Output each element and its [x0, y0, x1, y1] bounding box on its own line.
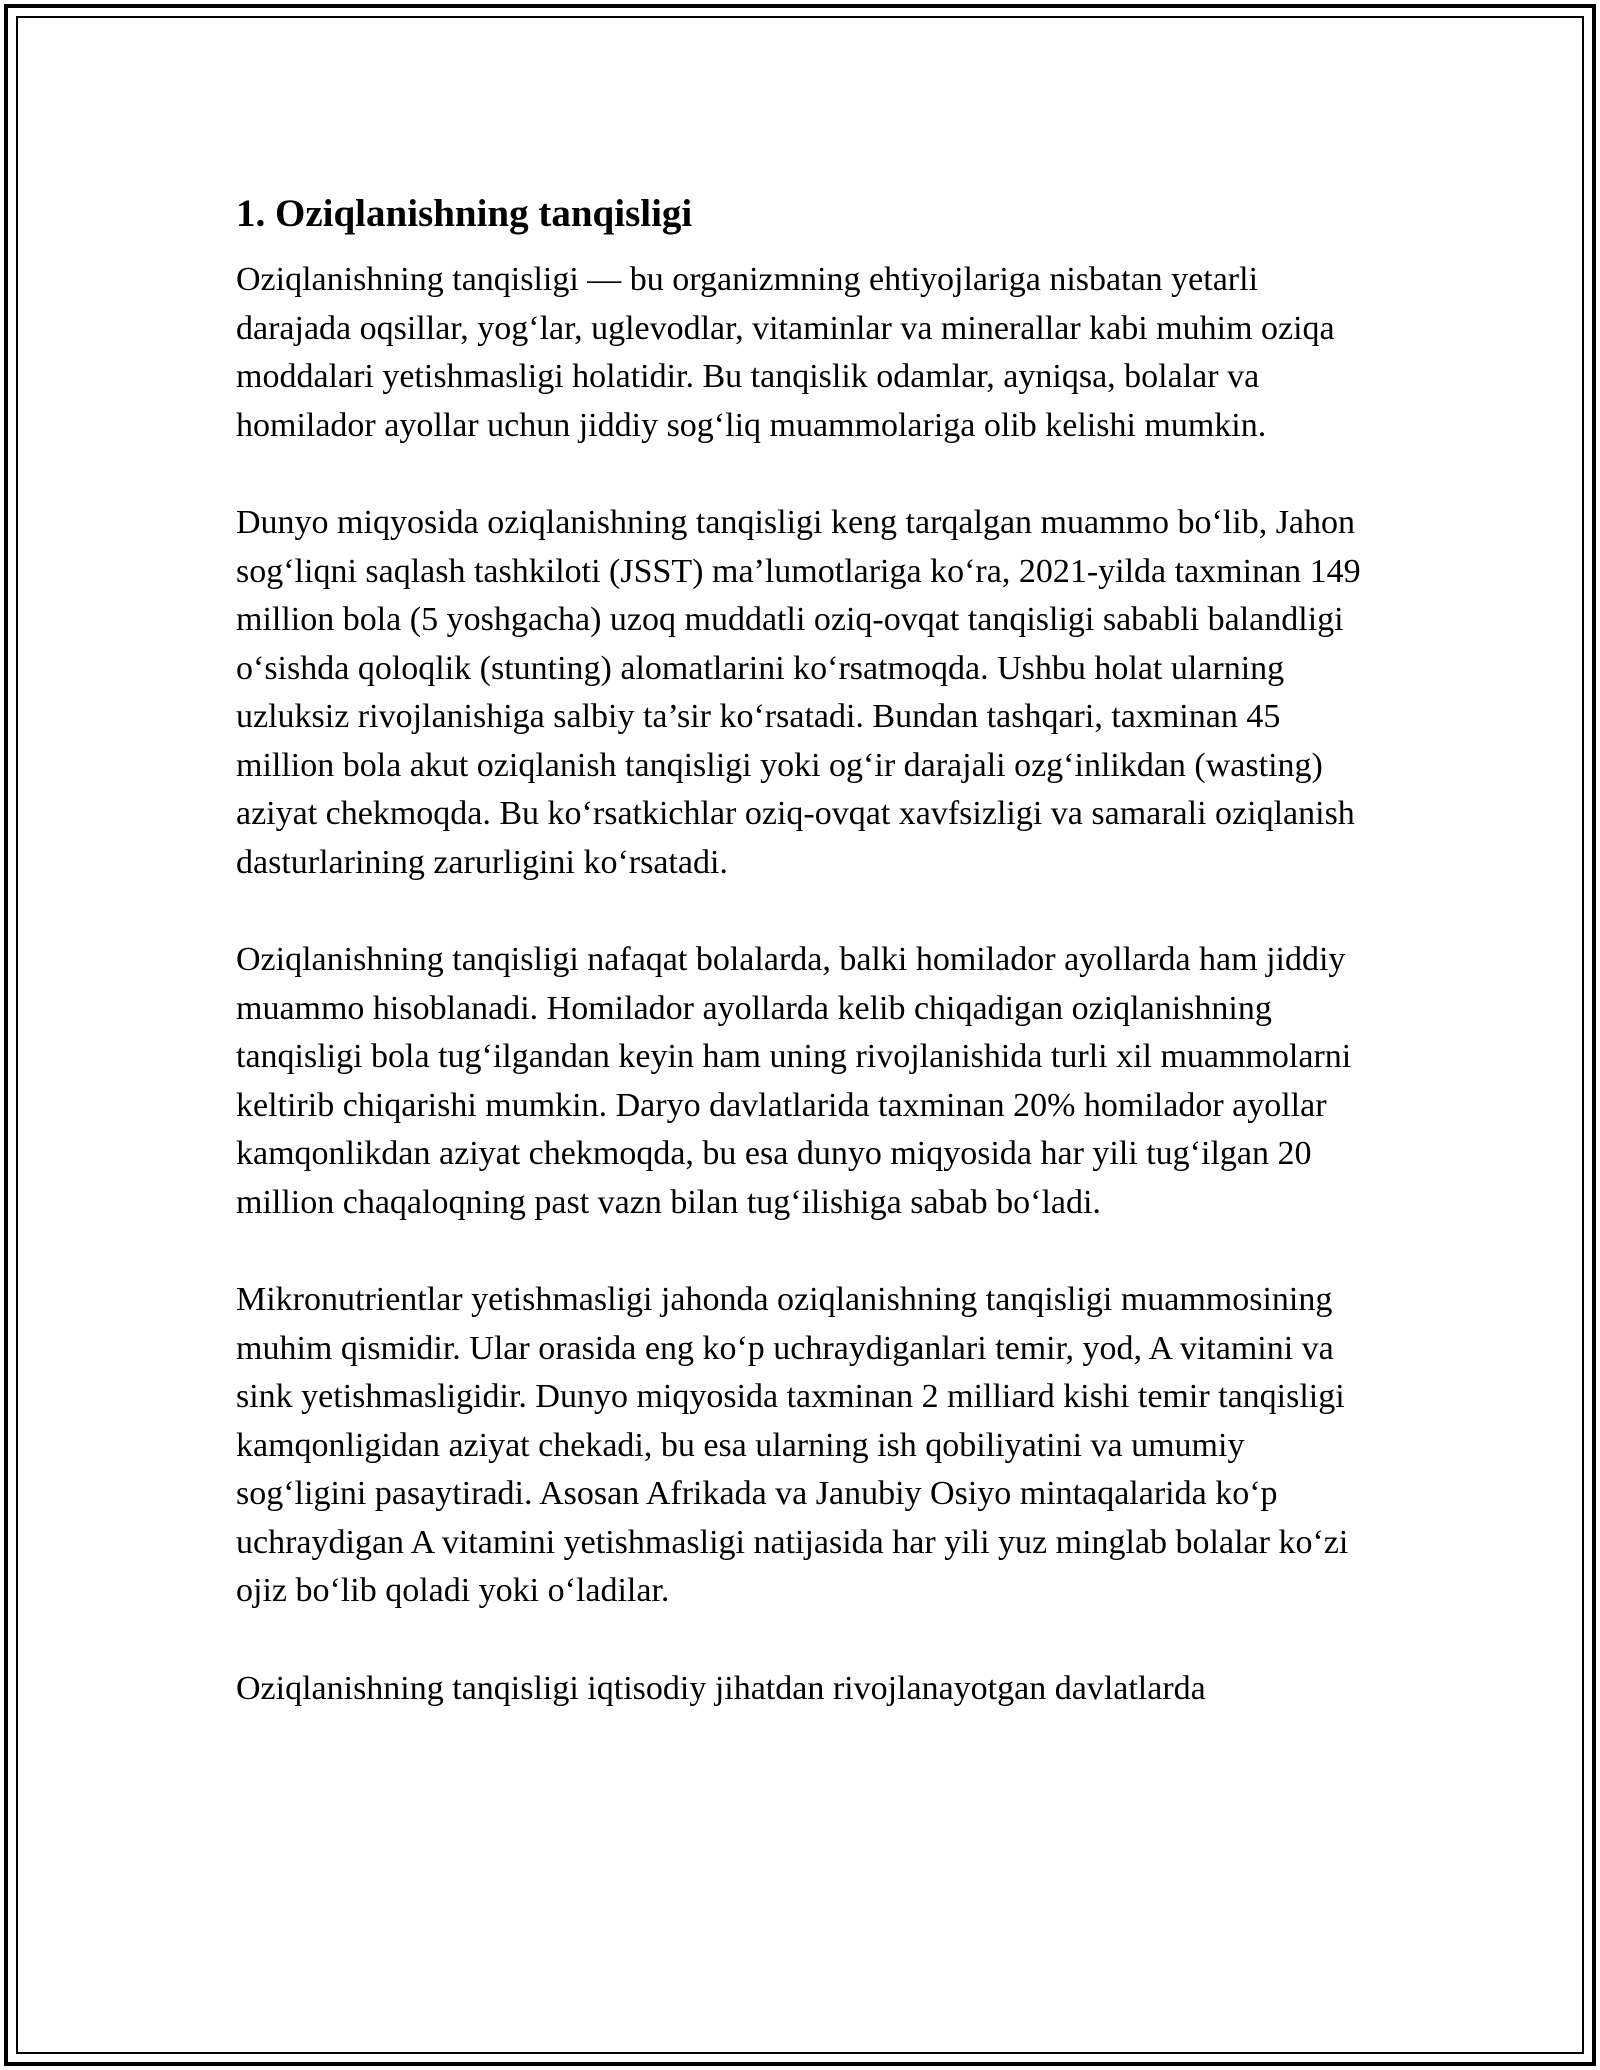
section-heading: 1. Oziqlanishning tanqisligi [236, 192, 693, 235]
paragraph-global-statistics: Dunyo miqyosida oziqlanishning tanqisligi keng tarqalgan muammo bo‘lib, Jahon sog‘liqni saqlash tashkiloti (JSST) ma’lumotlariga ko‘ra, 2021-yilda taxminan 149 million bola (5 yoshgacha) uzoq muddatli oziq-ovqat tanqisligi sababli balandligi o‘sishda qoloqlik (stunting) alomatlarini ko‘rsatmoqda. Ushbu holat ularning uzluksiz rivojlanishiga salbiy ta’sir ko‘rsatadi. Bundan tashqari, taxminan 45 million bola akut oziqlanish tanqisligi yoki og‘ir darajali ozg‘inlikdan (wasting) aziyat chekmoqda. Bu ko‘rsatkichlar oziq-ovqat xavfsizligi va samarali oziqlanish dasturlarining zarurligini ko‘rsatadi. [236, 504, 1361, 881]
paragraph-pregnant-women: Oziqlanishning tanqisligi nafaqat bolalarda, balki homilador ayollarda ham jiddiy muammo hisoblanadi. Homilador ayollarda kelib chiqadigan oziqlanishning tanqisligi bola tug‘ilgandan keyin ham uning rivojlanishida turli xil muammolarni keltirib chiqarishi mumkin. Daryo davlatlarida taxminan 20% homilador ayollar kamqonlikdan aziyat chekmoqda, bu esa dunyo miqyosida har yili tug‘ilgan 20 million chaqaloqning past vazn bilan tug‘ilishiga sabab bo‘ladi. [236, 941, 1352, 1221]
paragraph-economic: Oziqlanishning tanqisligi iqtisodiy jihatdan rivojlanayotgan davlatlarda [236, 1669, 1206, 1707]
paragraph-definition: Oziqlanishning tanqisligi — bu organizmning ehtiyojlariga nisbatan yetarli darajada oqsillar, yog‘lar, uglevodlar, vitaminlar va minerallar kabi muhim oziqa moddalari yetishmasligi holatidir. Bu tanqislik odamlar, ayniqsa, bolalar va homilador ayollar uchun jiddiy sog‘liq muammolariga olib kelishi mumkin. [236, 261, 1335, 444]
paragraph-micronutrients: Mikronutrientlar yetishmasligi jahonda oziqlanishning tanqisligi muammosining muhim qismidir. Ular orasida eng ko‘p uchraydiganlari temir, yod, A vitamini va sink yetishmasligidir. Dunyo miqyosida taxminan 2 milliard kishi temir tanqisligi kamqonligidan aziyat chekadi, bu esa ularning ish qobiliyatini va umumiy sog‘ligini pasaytiradi. Asosan Afrikada va Janubiy Osiyo mintaqalarida ko‘p uchraydigan A vitamini yetishmasligi natijasida har yili yuz minglab bolalar ko‘zi ojiz bo‘lib qoladi yoki o‘ladilar. [236, 1281, 1349, 1609]
document-body [236, 184, 1364, 1762]
